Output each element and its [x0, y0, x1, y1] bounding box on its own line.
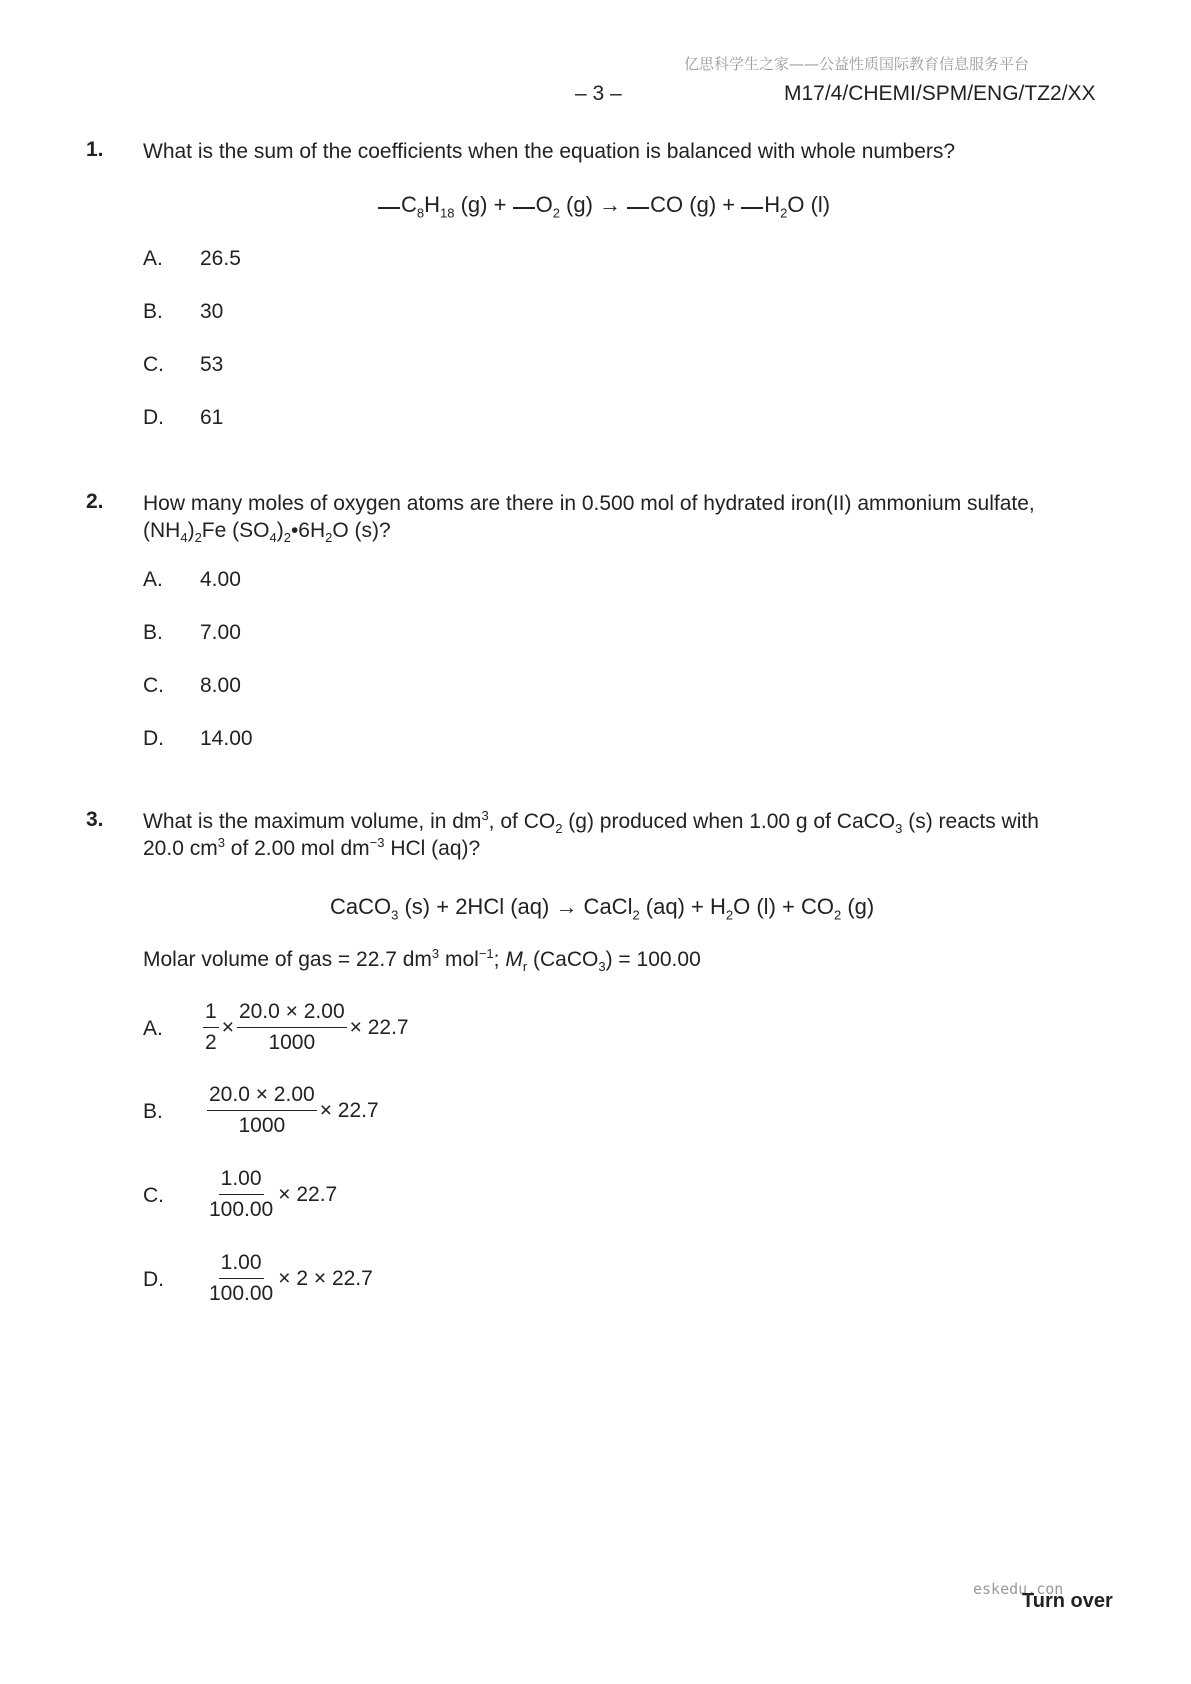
question-1-number: 1. [86, 138, 104, 161]
q2-option-a-letter: A. [143, 568, 163, 591]
q2-option-b-letter: B. [143, 621, 163, 644]
q2-option-d-letter: D. [143, 727, 164, 750]
question-2-text: How many moles of oxygen atoms are there in 0.500 mol of hydrated iron(II) ammonium sulfate, $(NH_4)_2Fe$ $(SO_4)_2•6H_2O$ (s)? [143, 492, 1035, 546]
q1-option-b-letter: B. [143, 300, 163, 323]
question-2-number: 2. [86, 490, 104, 513]
q3-option-a-expression: $\frac{1}{2}$ × $\frac{20.0 \times 2.00}{1000}$ × 22.7 [205, 1000, 409, 1054]
q1-option-a-letter: A. [143, 247, 163, 270]
question-1-text: What is the sum of the coefficients when the equation is balanced with whole numbers? [143, 140, 956, 163]
q2-option-c-letter: C. [143, 674, 164, 697]
turn-over-label: Turn over [1022, 1590, 1113, 1612]
document-code: M17/4/CHEMI/SPM/ENG/TZ2/XX [784, 82, 1096, 105]
page-number: – 3 – [575, 82, 622, 105]
q3-option-b-letter: B. [143, 1100, 163, 1123]
q2-option-b-value: 7.00 [200, 621, 241, 644]
q2-option-d-value: 14.00 [200, 727, 253, 750]
q1-option-d-letter: D. [143, 406, 164, 429]
q3-option-b-expression: $\frac{20.0 \times 2.00}{1000}$ × 22.7 [209, 1083, 379, 1137]
q3-option-c-expression: $\frac{1.00}{100.00}$ × 22.7 [209, 1167, 338, 1221]
watermark-header: 亿思科学生之家——公益性质国际教育信息服务平台 [684, 55, 1030, 73]
q2-option-c-value: 8.00 [200, 674, 241, 697]
question-1-equation: $C_8H_{18}$ $(g) + O_2$ (g) → CO $(g) + H_2O$ (l) [378, 192, 830, 218]
watermark-footer: eskedu.con [973, 1580, 1064, 1598]
q1-option-d-value: 61 [200, 406, 224, 429]
q2-option-a-value: 4.00 [200, 568, 241, 591]
question-3-number: 3. [86, 808, 104, 831]
q1-option-c-value: 53 [200, 353, 224, 376]
molar-volume-note: Molar volume of gas = 22.7 $dm^3$ mol$^{-1}$; $M_r$ (CaCO$_3$) = 100.00 [143, 946, 701, 975]
question-3-text: What is the maximum volume, in $dm^3$, of $CO_2$ (g) produced when 1.00 g of CaCO$_3$ (s) reacts with 20.0 $cm^3$ of 2.00 mol $dm^{-3}$ HCl (aq)? [143, 808, 1039, 860]
q1-option-a-value: 26.5 [200, 247, 241, 270]
q1-option-c-letter: C. [143, 353, 164, 376]
q3-option-d-expression: $\frac{1.00}{100.00}$ × 2 × 22.7 [209, 1251, 373, 1305]
question-3-equation: CaCO$_3$ (s) + 2HCl (aq) → CaCl$_2$ $(aq) + H_2O$ $(l) + CO_2$ (g) [330, 894, 875, 923]
q1-option-b-value: 30 [200, 300, 224, 323]
q3-option-c-letter: C. [143, 1184, 164, 1207]
q3-option-a-letter: A. [143, 1017, 163, 1040]
q3-option-d-letter: D. [143, 1268, 164, 1291]
